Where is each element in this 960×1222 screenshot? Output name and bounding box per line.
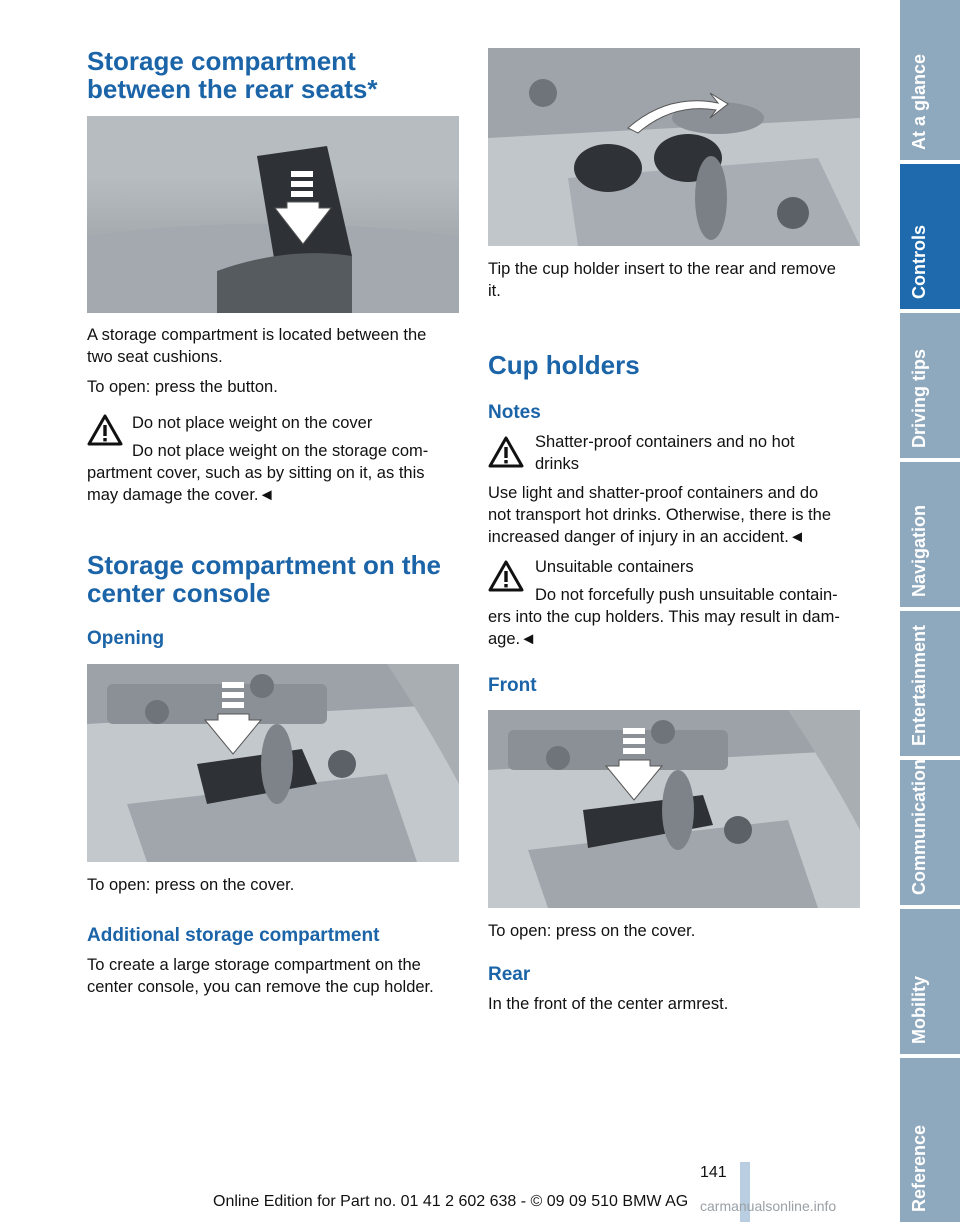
tab-navigation[interactable] — [900, 462, 960, 607]
tab-at-a-glance[interactable] — [900, 0, 960, 160]
warning-title-weight: Do not place weight on the cover — [132, 414, 373, 432]
title-rear-storage-line1: Storage compartment — [87, 46, 356, 76]
warning1-text-line1: Use light and shatter-proof containers and do — [488, 484, 819, 502]
warning-text-line2: partment cover, such as by sitting on it, as this — [87, 464, 425, 482]
edition-footer: Online Edition for Part no. 01 41 2 602 638 - © 09 09 510 BMW AG — [213, 1193, 689, 1210]
tab-controls[interactable] — [900, 164, 960, 309]
tip-line2: it. — [488, 282, 501, 300]
tip-line1: Tip the cup holder insert to the rear and remove — [488, 260, 836, 278]
tab-communication[interactable] — [900, 760, 960, 905]
front-open: To open: press on the cover. — [488, 922, 696, 940]
tab-label: Driving tips — [909, 348, 929, 448]
heading-opening: Opening — [87, 628, 165, 649]
warning2-title: Unsuitable containers — [535, 558, 694, 576]
warning1-text-line3: increased danger of injury in an accident.◄ — [488, 528, 806, 546]
heading-rear: Rear — [488, 964, 531, 985]
warning2-text-line1: Do not forcefully push unsuitable contain- — [535, 586, 838, 604]
warning2-text-line3: age.◄ — [488, 630, 537, 648]
rear-storage-para-line2: two seat cushions. — [87, 348, 223, 366]
tab-label: Navigation — [909, 504, 929, 597]
title-cup-holders: Cup holders — [488, 350, 640, 380]
watermark: carmanualsonline.info — [700, 1198, 837, 1214]
warning-icon — [87, 414, 123, 446]
title-center-console-line2: center console — [87, 578, 271, 608]
tab-label: Mobility — [909, 976, 929, 1044]
page-number: 141 — [700, 1164, 727, 1181]
tab-mobility[interactable] — [900, 909, 960, 1054]
tab-label: Entertainment — [909, 624, 929, 746]
tab-label: At a glance — [909, 53, 929, 150]
center-console-image — [87, 664, 459, 862]
rear-storage-open: To open: press the button. — [87, 378, 278, 396]
cup-holder-insert-image — [488, 48, 860, 246]
rear-text: In the front of the center armrest. — [488, 995, 729, 1013]
tab-label: Communication — [909, 758, 929, 895]
warning-icon — [488, 436, 524, 468]
warning1-title-line1: Shatter-proof containers and no hot — [535, 433, 795, 451]
warning2-text-line2: ers into the cup holders. This may result in dam- — [488, 608, 840, 626]
tab-label: Controls — [909, 225, 929, 299]
front-cup-holder-image — [488, 710, 860, 908]
title-rear-storage-line2: between the rear seats* — [87, 74, 378, 104]
warning1-title-line2: drinks — [535, 455, 580, 473]
tab-entertainment[interactable] — [900, 611, 960, 756]
heading-notes: Notes — [488, 402, 541, 423]
warning-text-line1: Do not place weight on the storage com- — [132, 442, 429, 460]
additional-para-line2: center console, you can remove the cup holder. — [87, 978, 434, 996]
warning-text-line3: may damage the cover.◄ — [87, 486, 275, 504]
heading-additional-storage: Additional storage compartment — [87, 925, 380, 946]
tab-label: Reference — [909, 1124, 929, 1212]
rear-storage-para-line1: A storage compartment is located between the — [87, 326, 427, 344]
warning-icon — [488, 560, 524, 592]
title-center-console-line1: Storage compartment on the — [87, 550, 441, 580]
heading-front: Front — [488, 675, 537, 696]
tab-reference[interactable] — [900, 1058, 960, 1222]
console-open: To open: press on the cover. — [87, 876, 295, 894]
rear-seat-storage-image — [87, 116, 459, 313]
tab-driving-tips[interactable] — [900, 313, 960, 458]
warning1-text-line2: not transport hot drinks. Otherwise, there is the — [488, 506, 831, 524]
additional-para-line1: To create a large storage compartment on the — [87, 956, 421, 974]
